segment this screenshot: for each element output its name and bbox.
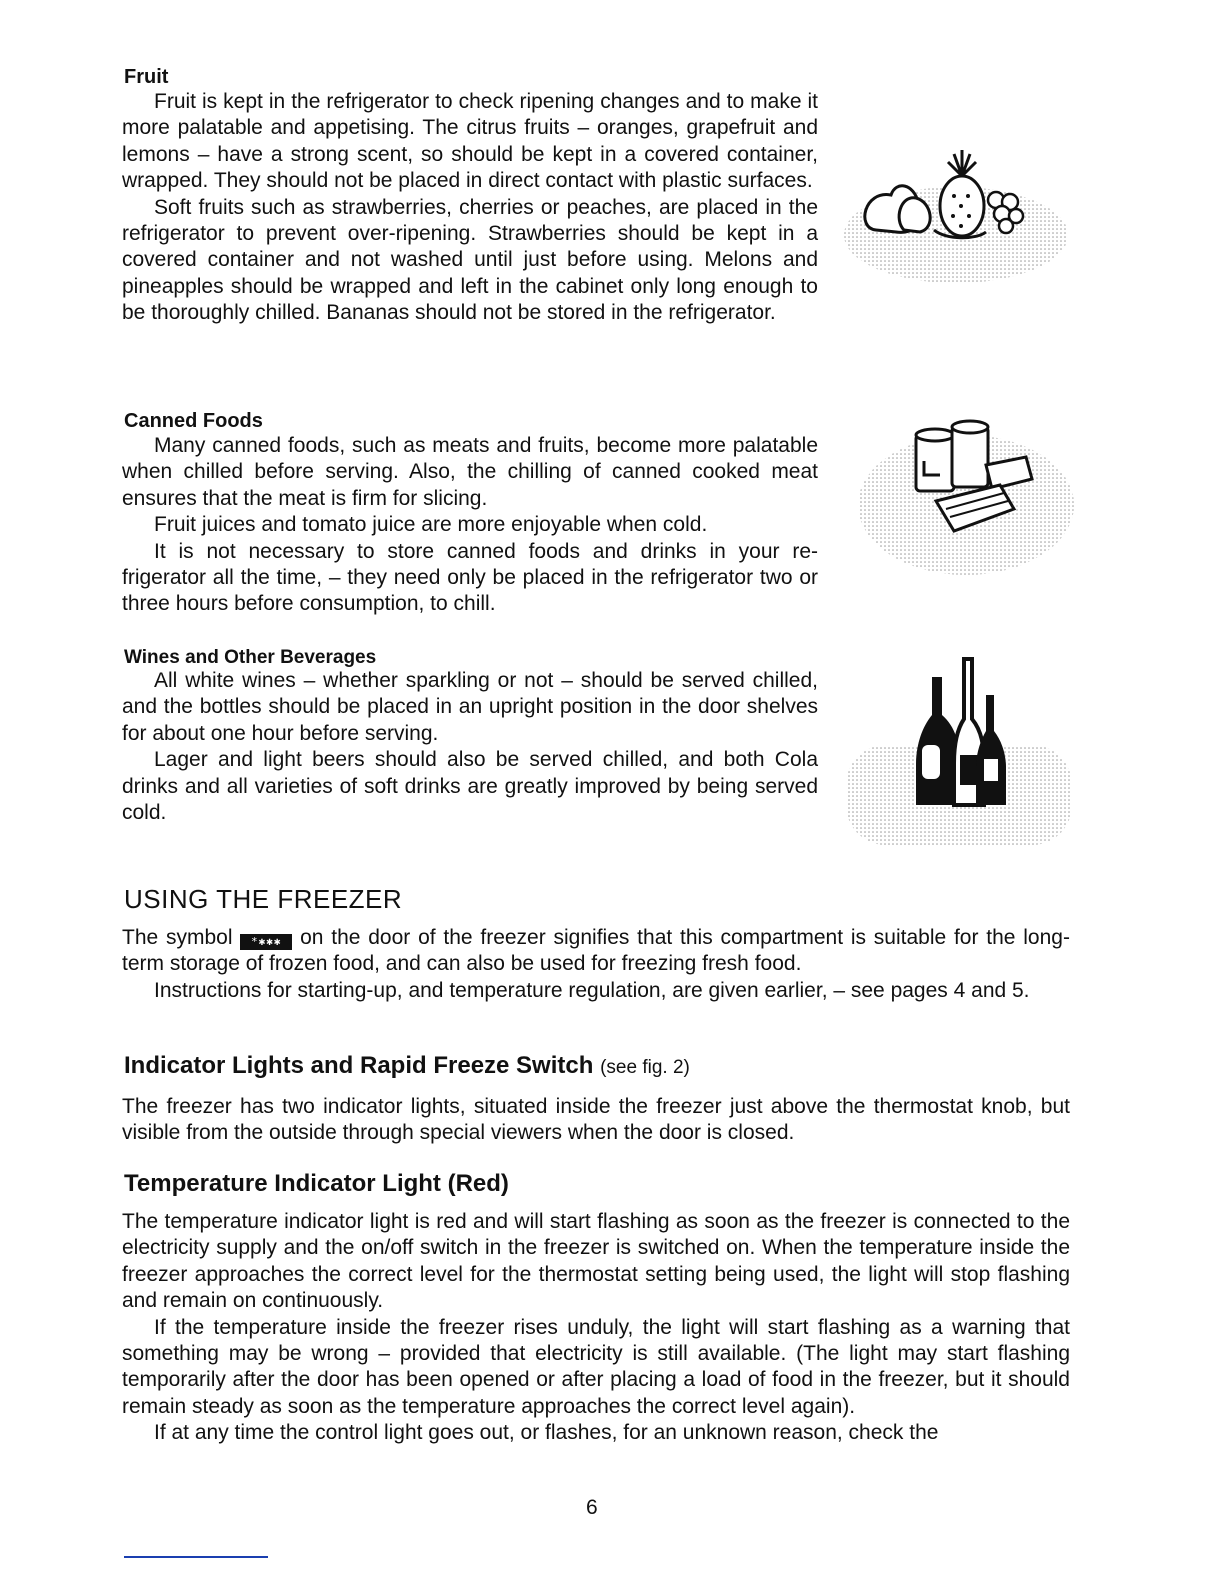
fruit-heading: Fruit: [124, 66, 169, 88]
star-rating-symbol: *✱✱✱: [240, 934, 292, 950]
temperature-paragraph-1: The temperature indicator light is red and will start flashing as soon as the freezer is connected to the electricity supply and the on/off switch in the freezer is switched on. When the temperature inside the freezer approaches the correct level for the thermostat setting being used, the light will stop flashing and remain on continuously.: [122, 1210, 1070, 1313]
canned-paragraph-1: Many canned foods, such as meats and fruits, become more palatable when chilled before serving. Also, the chilling of canned cooked meat ensures that the meat is firm for slicing.: [122, 434, 818, 510]
wines-text: [122, 668, 818, 826]
canned-food-illustration-icon: [836, 405, 1076, 590]
freezer-heading: USING THE FREEZER: [124, 884, 403, 914]
fruit-illustration-icon: [836, 140, 1072, 290]
fruit-text: [122, 89, 818, 327]
indicator-heading: [124, 1052, 690, 1080]
freezer-text: [122, 925, 1070, 1004]
wines-paragraph-1: All white wines – whether sparkling or not – should be served chilled, and the bottles should be placed in an upright position in the door shelves for about one hour before serving.: [122, 669, 818, 745]
temperature-heading: Temperature Indicator Light (Red): [124, 1170, 509, 1197]
temperature-paragraph-3: If at any time the control light goes out, or flashes, for an unknown reason, check the: [154, 1421, 939, 1445]
fruit-paragraph-2: Soft fruits such as strawberries, cherries or peaches, are placed in the refrigerator to prevent over-ripening. Strawberries should be kept in a covered container and not washed until just before using. Melons and pineapples should be wrapped and left in the cabinet only long enough to be thoroughly chilled. Bananas should not be stored in the refrigerator.: [122, 195, 818, 325]
bottles-illustration-icon: [836, 655, 1080, 850]
indicator-heading-note: (see fig. 2): [600, 1057, 690, 1078]
indicator-heading-text: Indicator Lights and Rapid Freeze Switch: [124, 1052, 594, 1079]
indicator-paragraph-1: The freezer has two indicator lights, situated inside the freezer just above the thermostat knob, but visible from the outside through special viewers when the door is closed.: [122, 1095, 1070, 1145]
canned-heading: Canned Foods: [124, 410, 263, 432]
wines-paragraph-2: Lager and light beers should also be served chilled, and both Cola drinks and all varieties of soft drinks are greatly improved by being served cold.: [122, 748, 818, 825]
fruit-paragraph-1: Fruit is kept in the refrigerator to check ripening changes and to make it more palatable and appetising. The citrus fruits – oranges, grapefruit and lemons – have a strong scent, so should be kept in a covered container, wrapped. They should not be placed in direct contact with plastic surfaces.: [122, 90, 818, 193]
canned-paragraph-3: It is not necessary to store canned foods and drinks in your re-frigerator all the time, – they need only be placed in the refrigerator two or three hours before consumption, to chill.: [122, 539, 818, 616]
page-number: 6: [586, 1496, 598, 1519]
canned-text: [122, 433, 818, 618]
freezer-paragraph-1: [122, 925, 1070, 978]
canned-paragraph-2: Fruit juices and tomato juice are more enjoyable when cold.: [154, 513, 708, 537]
temperature-text: [122, 1209, 1070, 1447]
temperature-paragraph-2: If the temperature inside the freezer rises unduly, the light will start flashing as a warning that something may be wrong – provided that electricity is still available. (The light may start flashing temporarily after the door has been opened or after placing a load of food in the freezer, but it should remain steady as soon as the temperature approaches the correct level again).: [122, 1315, 1070, 1418]
freezer-p1-before: The symbol: [122, 926, 233, 949]
indicator-text: [122, 1094, 1070, 1147]
freezer-p1-after: on the door of the freezer signifies that this compartment is suitable for the long-term storage of frozen food, and can also be used for freezing fresh food.: [122, 926, 1070, 976]
freezer-paragraph-2: Instructions for starting-up, and temperature regulation, are given earlier, – see pages 4 and 5.: [154, 978, 1030, 1002]
footer-divider: [124, 1556, 268, 1558]
wines-heading: Wines and Other Beverages: [124, 647, 377, 668]
